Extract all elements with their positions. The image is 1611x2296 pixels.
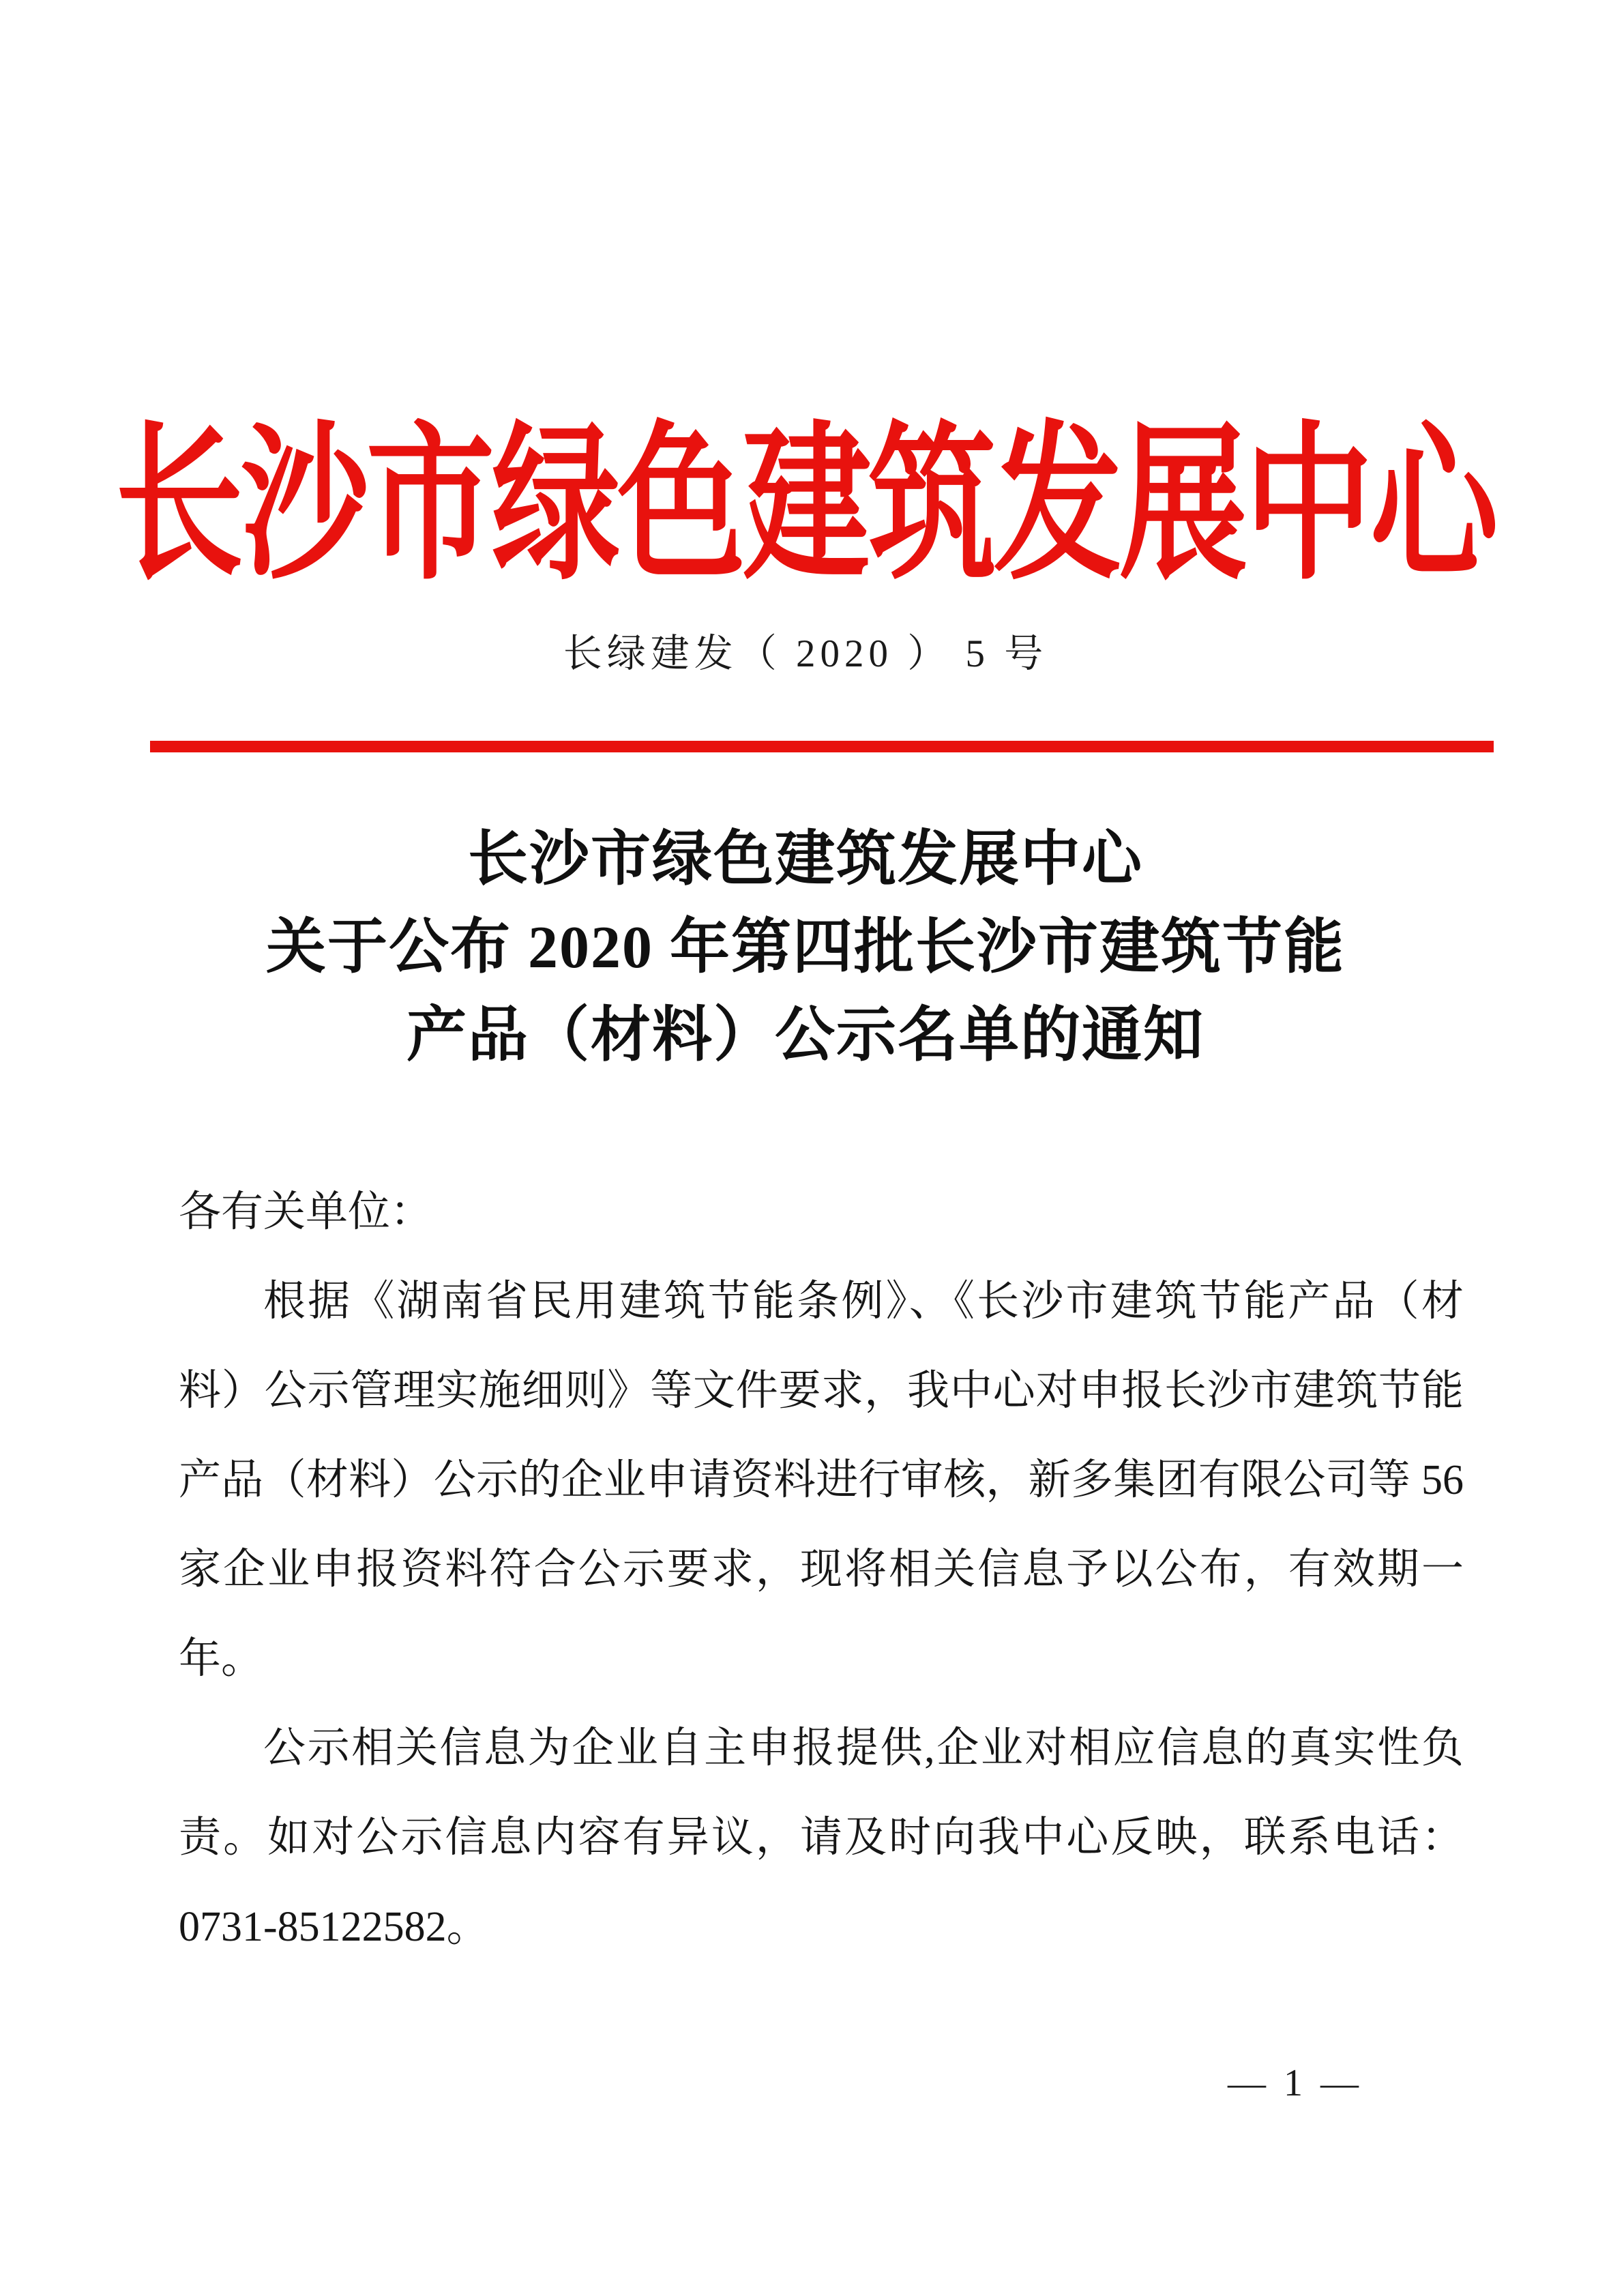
- page-number: — 1 —: [1228, 2062, 1363, 2104]
- body-paragraph-1: 根据《湖南省民用建筑节能条例》、《长沙市建筑节能产品（材料）公示管理实施细则》等文件要求，我中心对申报长沙市建筑节能产品（材料）公示的企业申请资料进行审核，新多集团有限公司等 56 家企业申报资料符合公示要求，现将相关信息予以公布，有效期一年。: [179, 1278, 1464, 1682]
- notice-title-line-3: 产品（材料）公示名单的通知: [406, 1003, 1204, 1069]
- notice-title: [0, 816, 1611, 1080]
- red-divider-rule: [150, 741, 1494, 752]
- body-paragraph-2: 公示相关信息为企业自主申报提供,企业对相应信息的真实性负责。如对公示信息内容有异议，请及时向我中心反映，联系电话：0731-85122582。: [179, 1725, 1464, 1950]
- salutation: 各有关单位：: [179, 1189, 433, 1235]
- notice-title-line-1: 长沙市绿色建筑发展中心: [467, 827, 1143, 893]
- document-number: 长绿建发（ 2020 ） 5 号: [563, 632, 1048, 675]
- letterhead-title: 长沙市绿色建筑发展中心: [115, 411, 1496, 600]
- notice-title-line-2: 关于公布 2020 年第四批长沙市建筑节能: [265, 915, 1345, 981]
- notice-body: [179, 1168, 1464, 1972]
